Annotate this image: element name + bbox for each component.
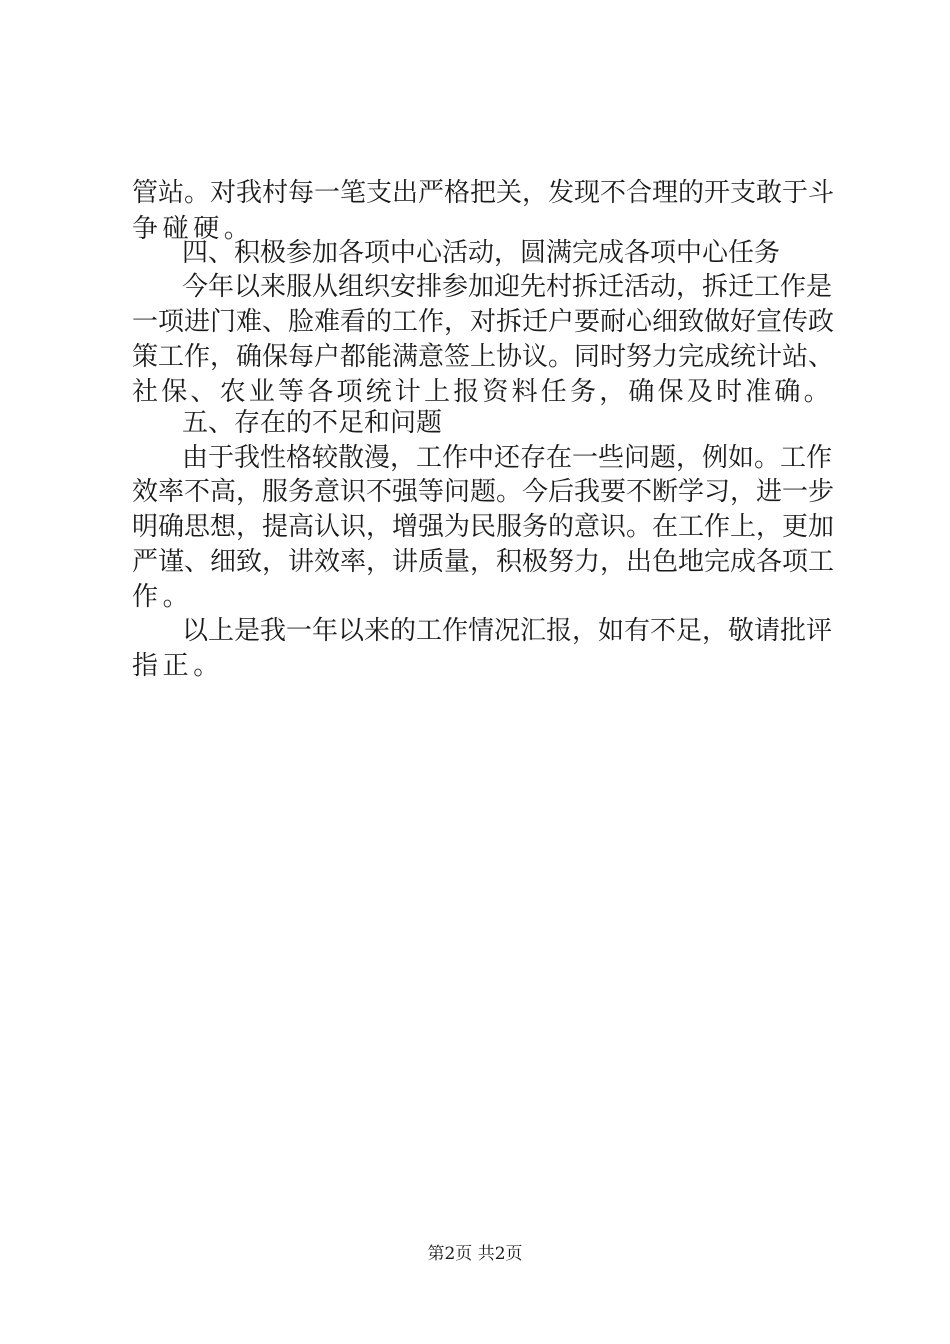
text-line: 由于我性格较散漫，工作中还存在一些问题，例如。工作 — [182, 443, 833, 473]
text-line: 争碰硬。 — [132, 214, 255, 244]
text-line: 严谨、细致，讲效率，讲质量，积极努力，出色地完成各项工 — [132, 547, 835, 577]
text-line: 今年以来服从组织安排参加迎先村拆迁活动，拆迁工作是 — [182, 272, 833, 302]
text-line: 明确思想，提高认识，增强为民服务的意识。在工作上，更加 — [132, 512, 835, 542]
text-line: 以上是我一年以来的工作情况汇报，如有不足，敬请批评 — [182, 616, 833, 646]
text-line: 社保、农业等各项统计上报资料任务，确保及时准确。 — [132, 377, 833, 407]
text-line: 策工作，确保每户都能满意签上协议。同时努力完成统计站、 — [132, 342, 835, 372]
text-line: 作。 — [132, 582, 194, 612]
section-heading: 四、积极参加各项中心活动，圆满完成各项中心任务 — [182, 238, 781, 268]
text-line: 管站。对我村每一笔支出严格把关，发现不合理的开支敢于斗 — [132, 178, 835, 208]
text-line: 效率不高，服务意识不强等问题。今后我要不断学习，进一步 — [132, 477, 835, 507]
page-number-footer: 第2页 共2页 — [427, 1244, 523, 1264]
text-line: 指正。 — [132, 651, 224, 681]
text-line: 一项进门难、脸难看的工作，对拆迁户要耐心细致做好宣传政 — [132, 307, 835, 337]
section-heading: 五、存在的不足和问题 — [182, 408, 443, 438]
